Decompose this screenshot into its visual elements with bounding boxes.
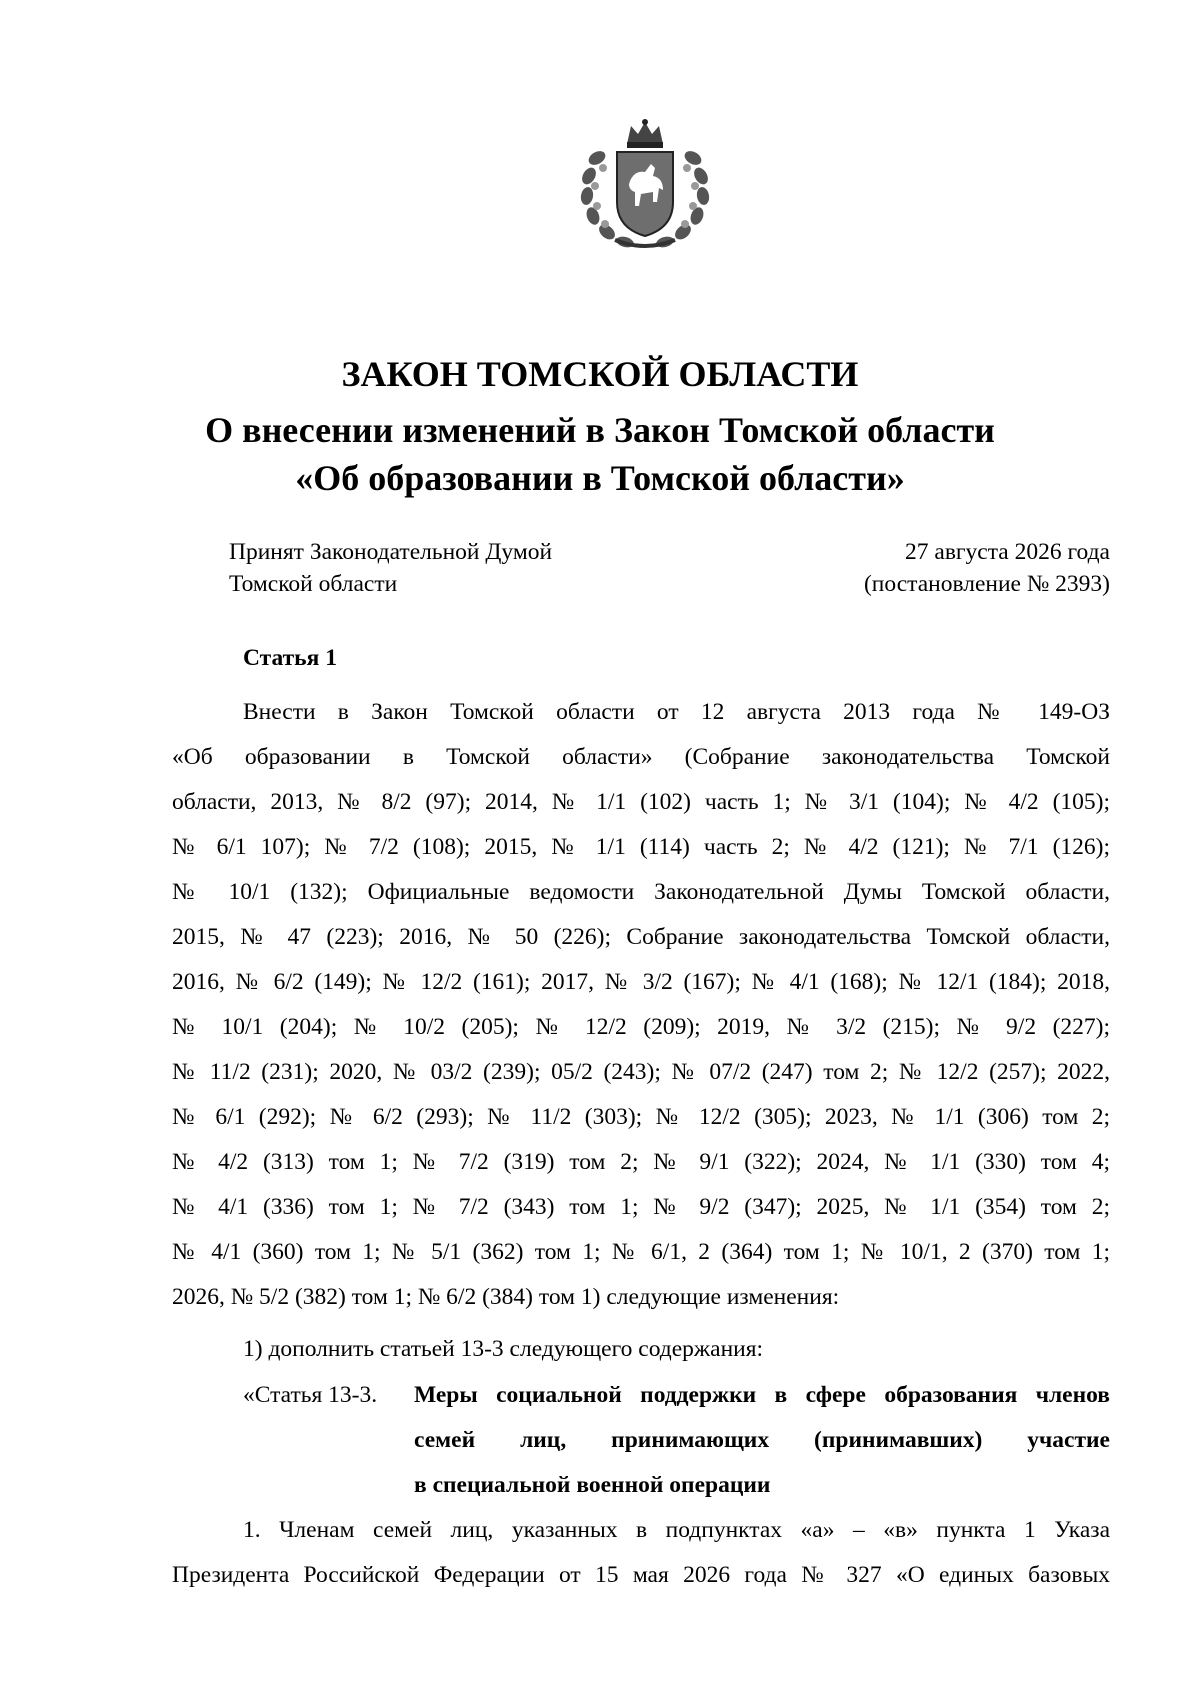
body-line: № 6/1 (292); № 6/2 (293); № 11/2 (303); № 12/2 (305); 2023, № 1/1 (306) том 2; (172, 1104, 1110, 1130)
adopted-by (229, 536, 552, 600)
item-1: 1) дополнить статьей 13-3 следующего содержания: (243, 1336, 764, 1362)
body-line: № 4/1 (336) том 1; № 7/2 (343) том 1; № 9/2 (347); 2025, № 1/1 (354) том 2; (172, 1194, 1110, 1220)
body-line: № 10/1 (132); Официальные ведомости Законодательной Думы Томской области, (172, 879, 1110, 905)
law-subtitle-line1: О внесении изменений в Закон Томской области (205, 410, 995, 450)
article-13-3-title (414, 1373, 1110, 1508)
adoption-date-line2: (постановление № 2393) (863, 571, 1110, 597)
adopted-by-line2: Томской области (229, 571, 398, 597)
body-line: № 6/1 107); № 7/2 (108); 2015, № 1/1 (114) часть 2; № 4/2 (121); № 7/1 (126); (172, 834, 1110, 860)
body-line: № 4/2 (313) том 1; № 7/2 (319) том 2; № 9/1 (322); 2024, № 1/1 (330) том 4; (172, 1149, 1110, 1175)
paragraph-line: 1. Членам семей лиц, указанных в подпунктах «а» – «в» пункта 1 Указа (243, 1517, 1110, 1543)
article-1-body (172, 690, 1110, 1320)
adopted-by-line1: Принят Законодательной Думой (229, 539, 553, 565)
article-13-3-paragraph-1 (172, 1508, 1110, 1598)
paragraph-line: Президента Российской Федерации от 15 мая 2026 года № 327 «О единых базовых (172, 1562, 1110, 1588)
body-line: № 4/1 (360) том 1; № 5/1 (362) том 1; № 6/1, 2 (364) том 1; № 10/1, 2 (370) том 1; (172, 1239, 1110, 1265)
body-line: Внести в Закон Томской области от 12 августа 2013 года № 149-ОЗ (243, 699, 1110, 725)
article-13-3-title-line: семей лиц, принимающих (принимавших) участие (414, 1427, 1110, 1453)
article-13-3-title-line: Меры социальной поддержки в сфере образования членов (414, 1382, 1110, 1408)
article-13-3-label: «Статья 13-3. (243, 1382, 378, 1408)
body-line: 2015, № 47 (223); 2016, № 50 (226); Собрание законодательства Томской области, (172, 924, 1110, 950)
article-13-3-title-line: в специальной военной операции (414, 1472, 771, 1498)
body-line: № 11/2 (231); 2020, № 03/2 (239); 05/2 (243); № 07/2 (247) том 2; № 12/2 (257); 2022, (172, 1059, 1110, 1085)
law-title: ЗАКОН ТОМСКОЙ ОБЛАСТИ (341, 354, 859, 394)
title-block (0, 352, 1200, 502)
coat-of-arms-emblem (575, 118, 715, 253)
law-subtitle-line2: «Об образовании в Томской области» (295, 458, 905, 498)
adoption-date (864, 536, 1110, 600)
adoption-date-line1: 27 августа 2026 года (905, 539, 1110, 565)
body-line: 2026, № 5/2 (382) том 1; № 6/2 (384) том 1) следующие изменения: (172, 1284, 840, 1310)
body-line: «Об образовании в Томской области» (Собрание законодательства Томской (172, 744, 1110, 770)
body-line: 2016, № 6/2 (149); № 12/2 (161); 2017, № 3/2 (167); № 4/1 (168); № 12/1 (184); 2018, (172, 969, 1110, 995)
body-line: № 10/1 (204); № 10/2 (205); № 12/2 (209); 2019, № 3/2 (215); № 9/2 (227); (172, 1014, 1110, 1040)
article-1-heading: Статья 1 (243, 645, 337, 671)
body-line: области, 2013, № 8/2 (97); 2014, № 1/1 (102) часть 1; № 3/1 (104); № 4/2 (105); (172, 789, 1110, 815)
